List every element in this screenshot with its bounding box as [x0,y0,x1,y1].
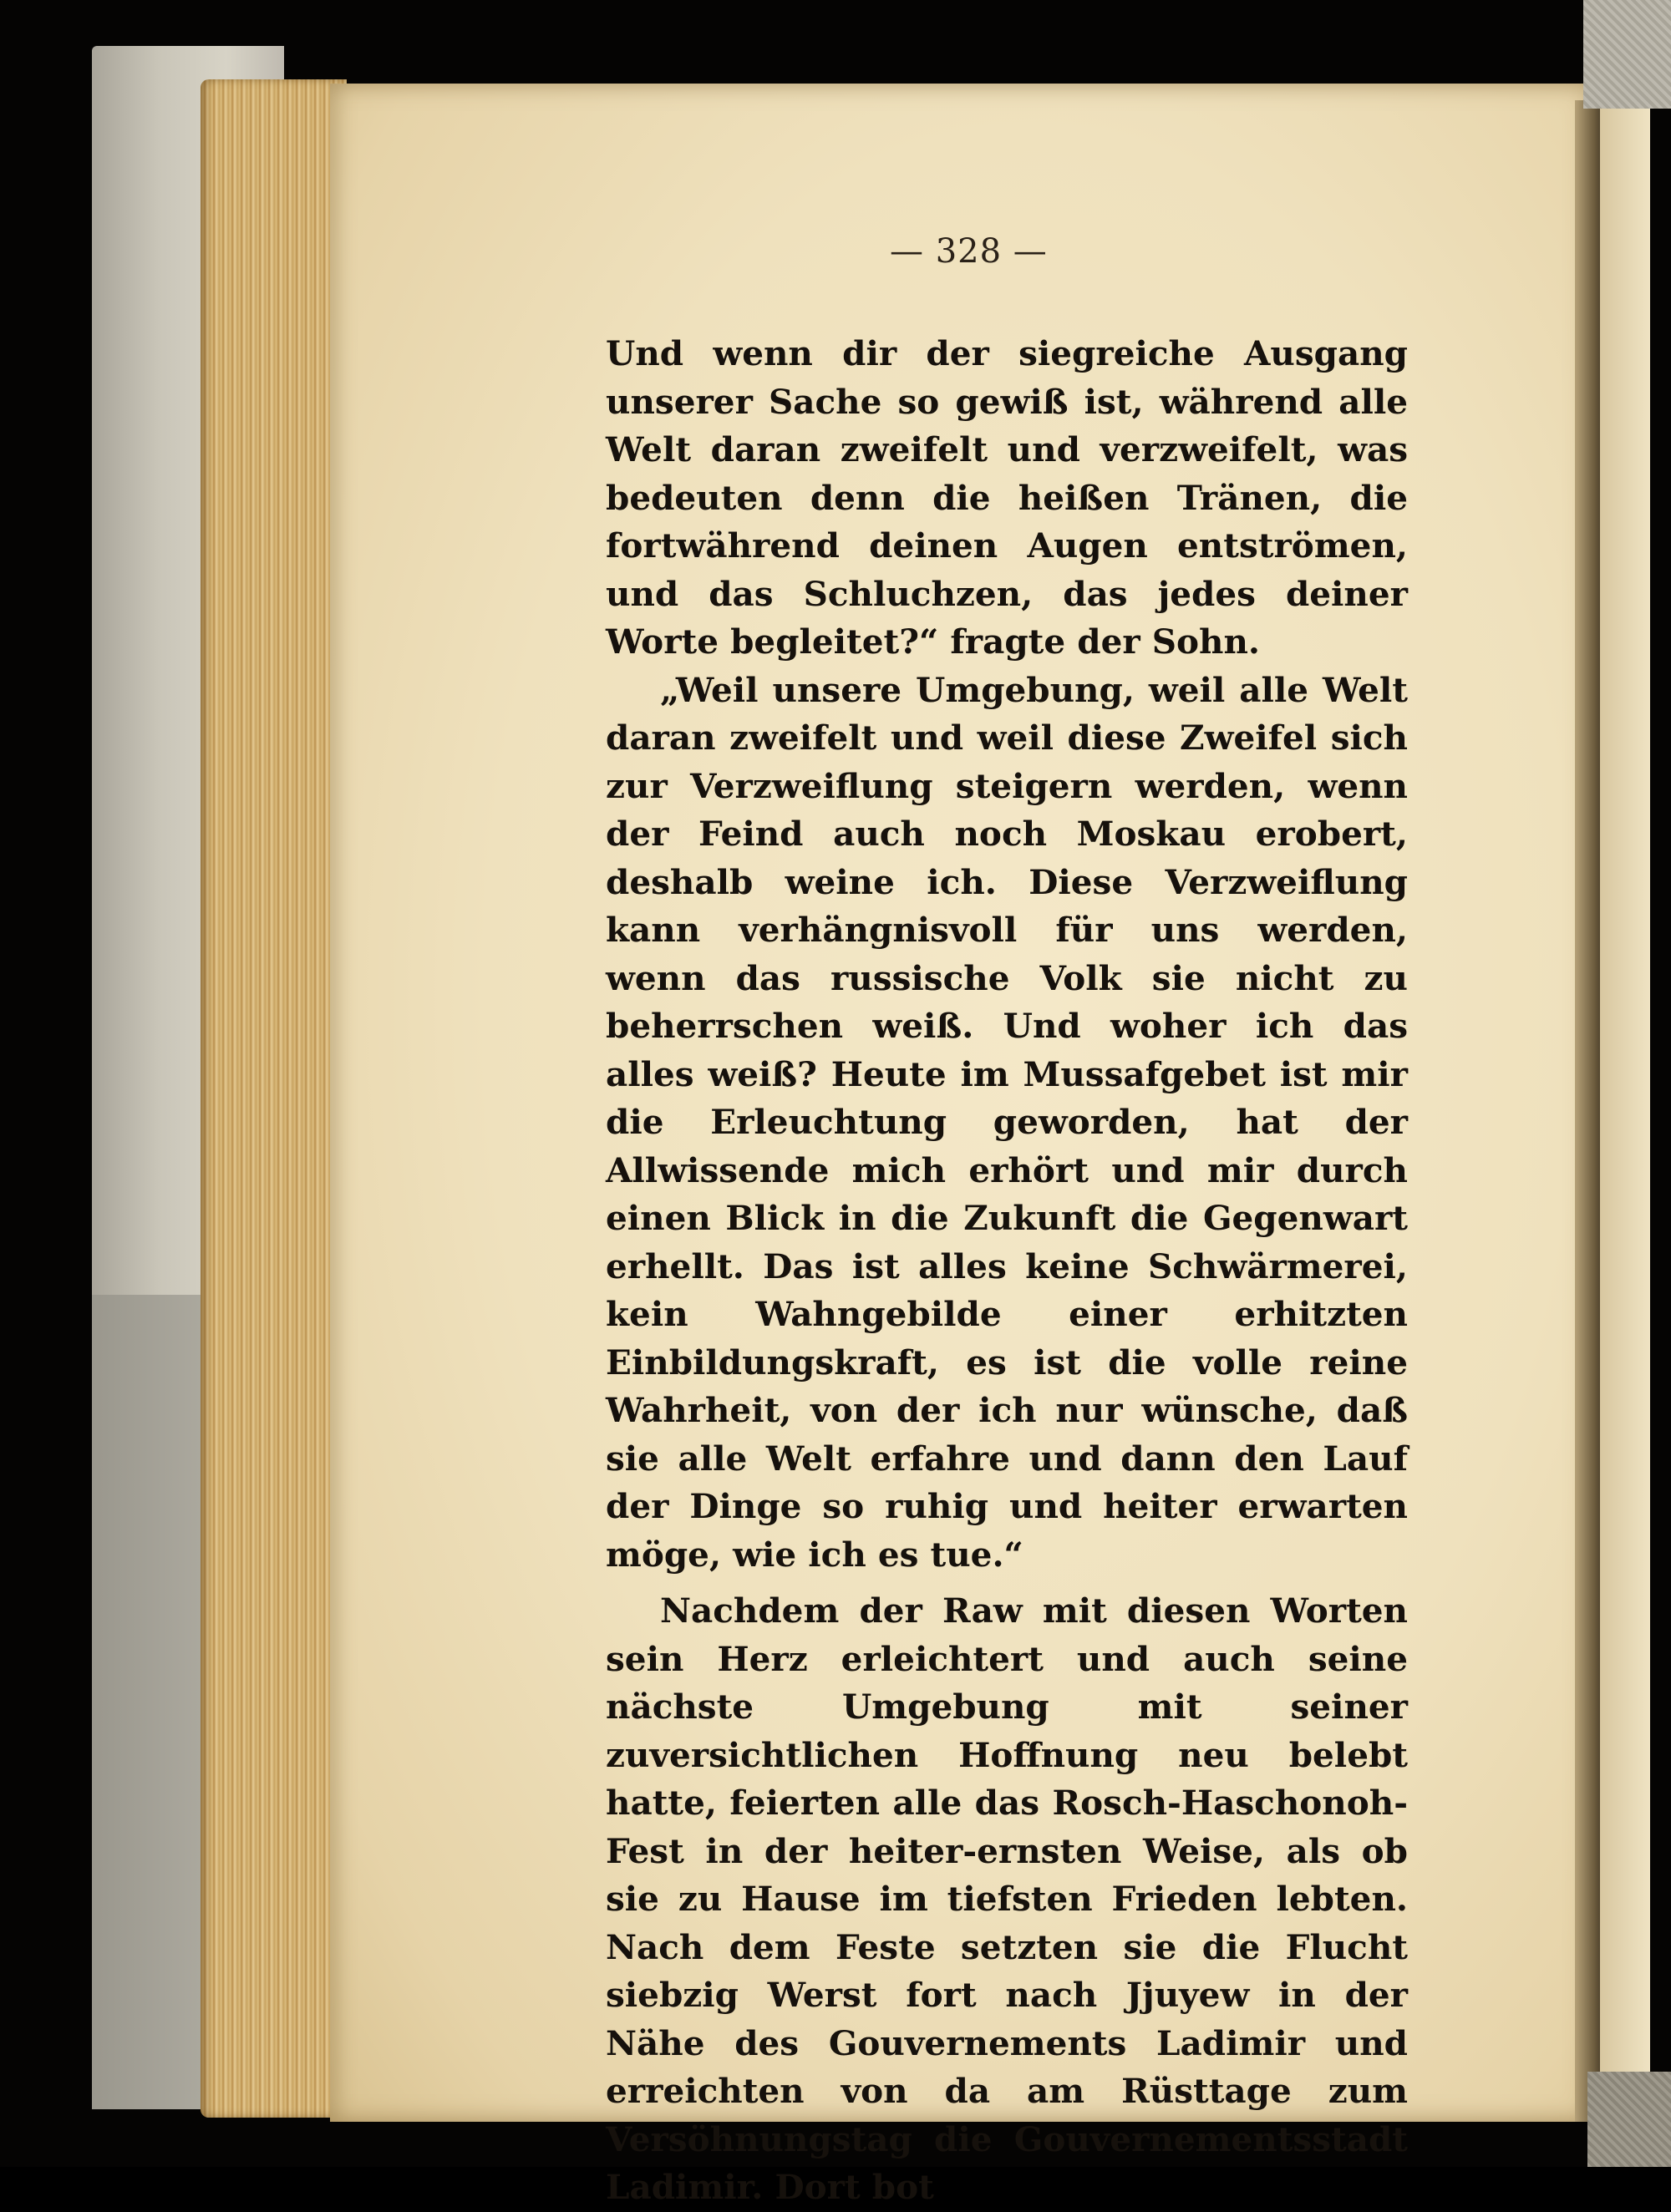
binding-tape-bottom [1587,2072,1671,2167]
page-edges [201,79,347,2118]
facing-page-edge [1600,100,1650,2130]
paragraph: „Weil unsere Umgebung, weil alle Welt daran zweifelt und weil diese Zweifel sich zur Verzweiflung steigern werden, wenn der Feind auch noch Moskau erobert, deshalb weine ich. Diese Verzweiflung kann verhängnisvoll für uns werden, wenn das russische Volk sie nicht zu beherrschen weiß. Und woher ich das alles weiß? Heute im Mussafgebet ist mir die Erleuchtung geworden, hat der Allwissende mich erhört und mir durch einen Blick in die Zukunft die Gegenwart erhellt. Das ist alles keine Schwärmerei, kein Wahngebilde einer erhitzten Einbildungskraft, es ist die volle reine Wahrheit, von der ich nur wünsche, daß sie alle Welt erfahre und dann den Lauf der Dinge so ruhig und heiter erwarten möge, wie ich es tue.“ [606,669,1408,1575]
page-body-text [606,330,1408,2212]
binding-tape-top [1583,0,1671,109]
paragraph: Nachdem der Raw mit diesen Worten sein Herz erleichtert und auch seine nächste Umgebung mit seiner zuversichtlichen Hoffnung neu belebt hatte, feierten alle das Rosch-Haschonoh-Fest in der heiter-ernsten Weise, als ob sie zu Hause im tiefsten Frieden lebten. Nach dem Feste setzten sie die Flucht siebzig Werst fort nach Jjuyew in der Nähe des Gouvernements Ladimir und erreichten von da am Rüsttage zum Versöhnungstag die Gouvernementsstadt Ladimir. Dort bot [606,1591,1408,2207]
page-number-header: — 328 — [890,232,1048,271]
paragraph: Und wenn dir der siegreiche Ausgang unserer Sache so gewiß ist, während alle Welt daran zweifelt und verzweifelt, was bedeuten denn die heißen Tränen, die fortwährend deinen Augen entströmen, und das Schluchzen, das jedes deiner Worte begleitet?“ fragte der Sohn. [606,333,1408,662]
